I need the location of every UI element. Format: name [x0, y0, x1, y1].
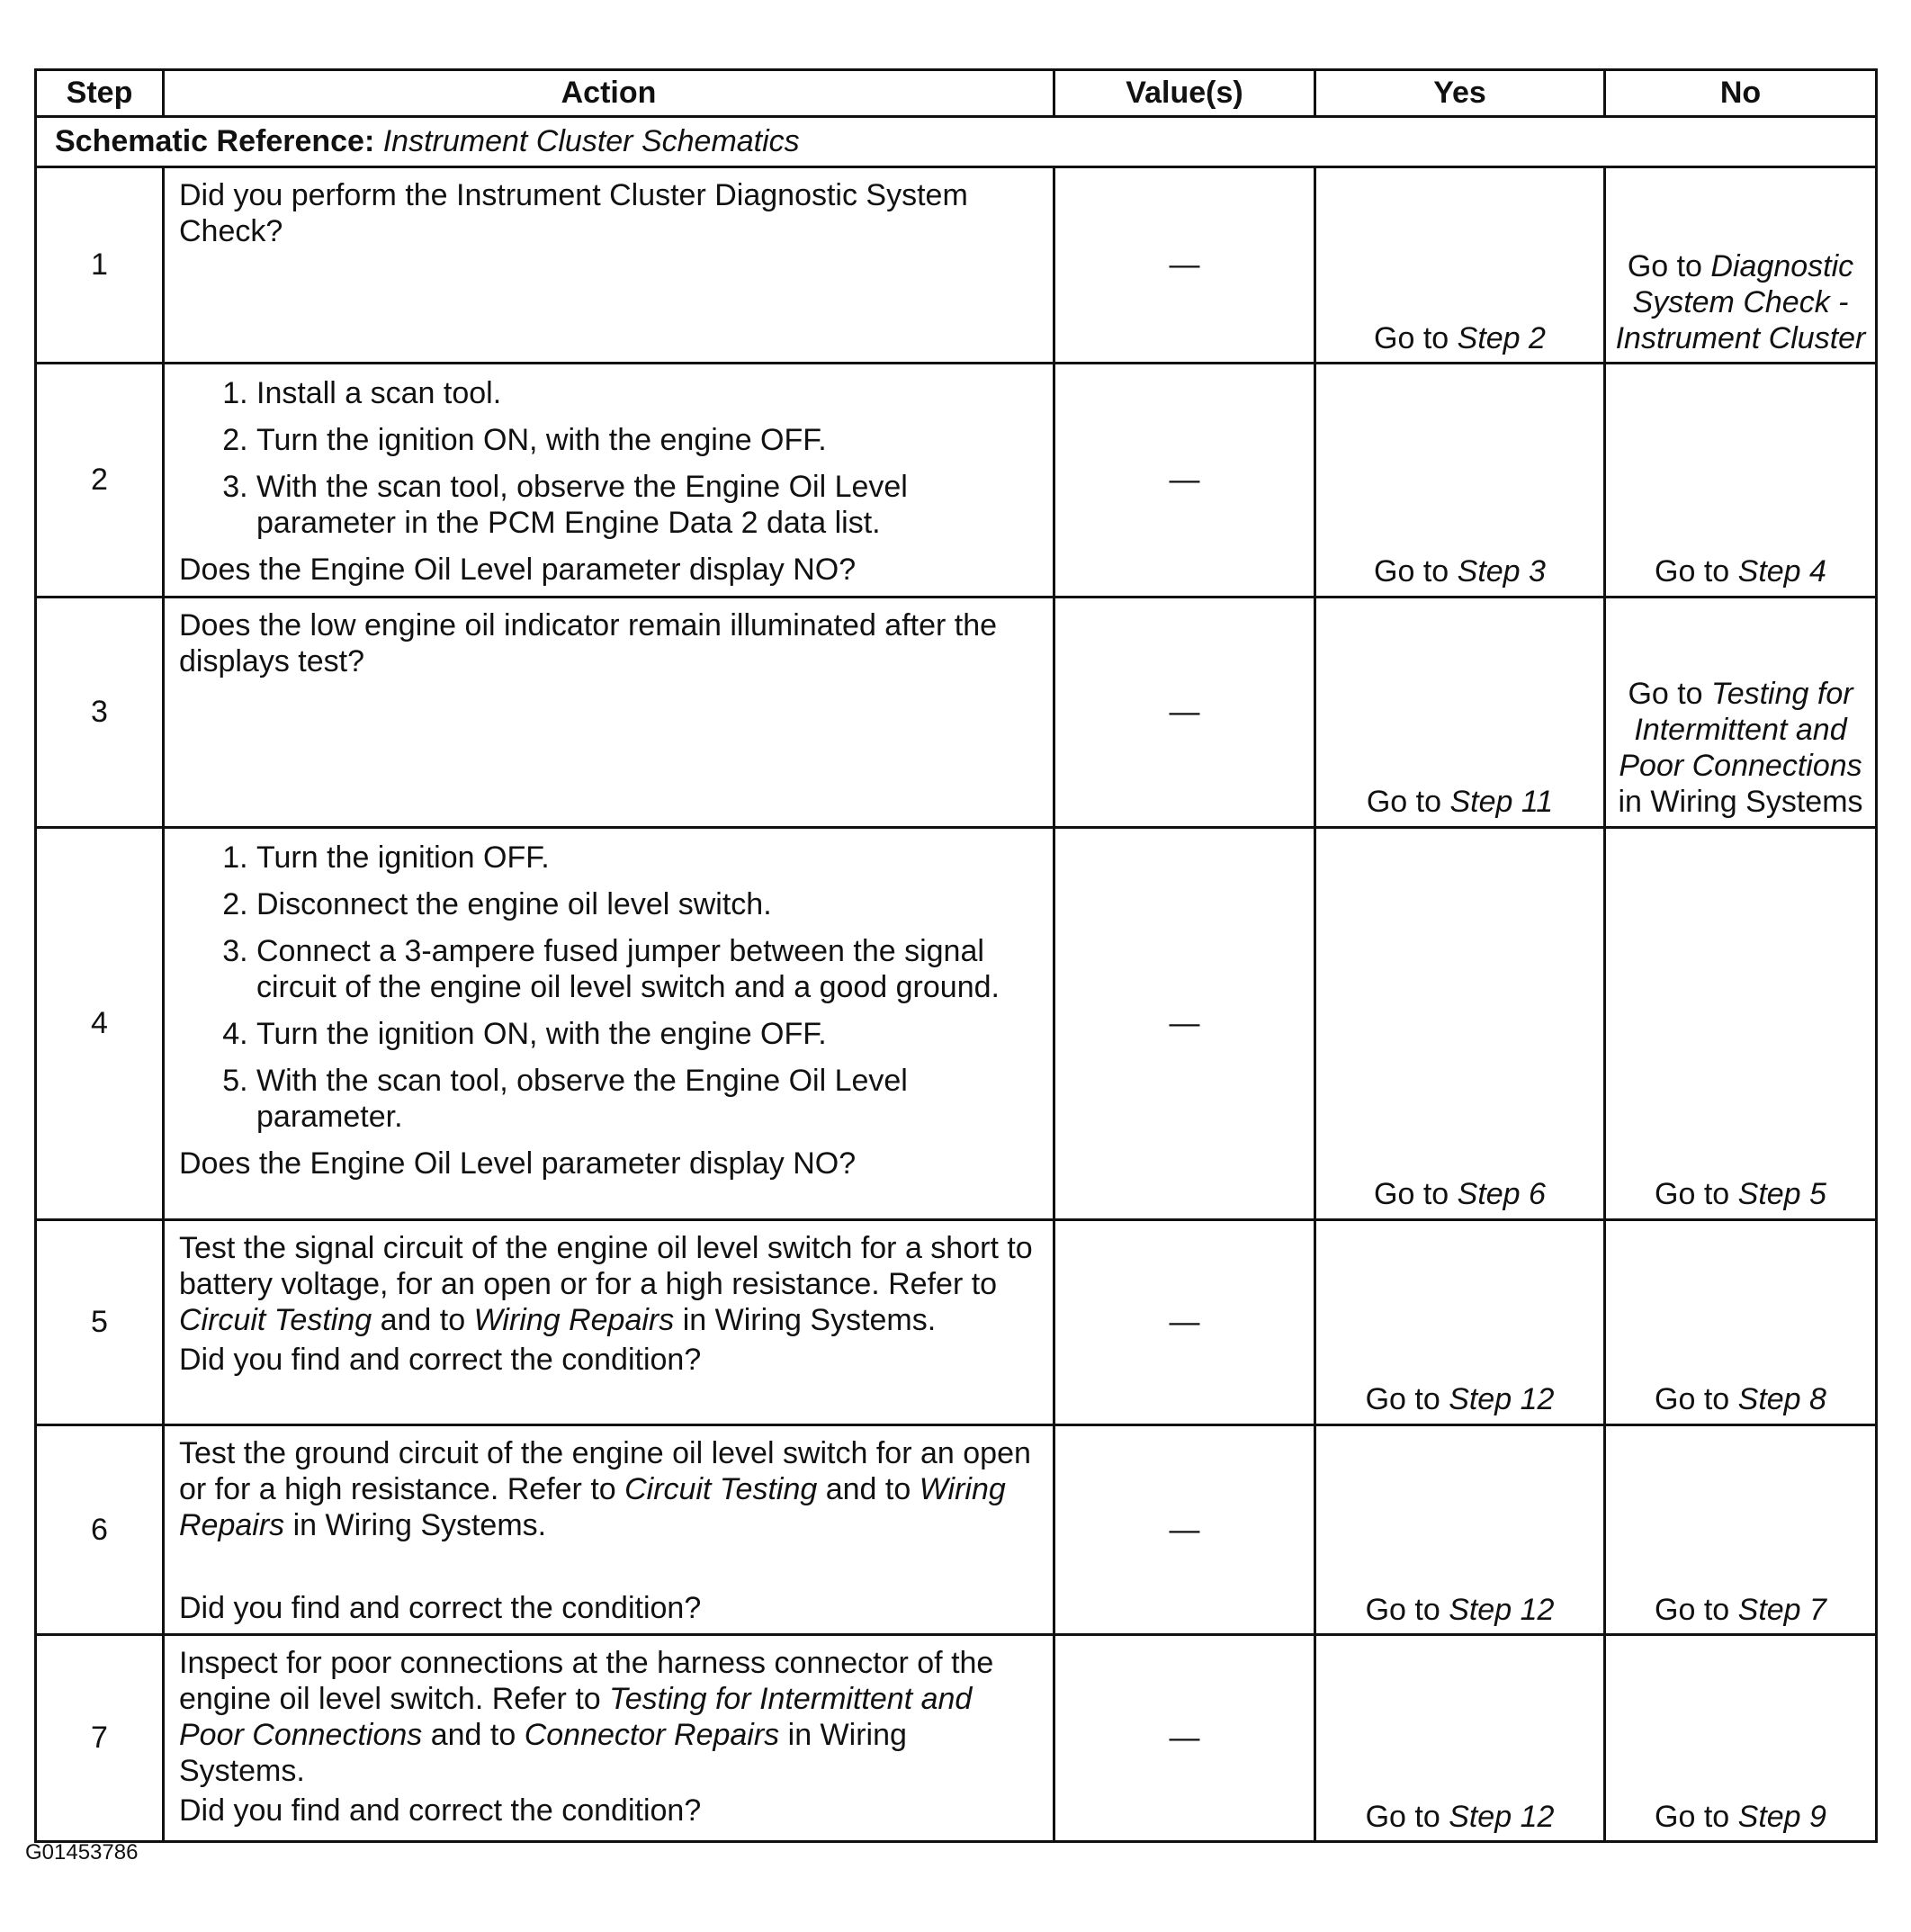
action-text [179, 607, 1040, 679]
schematic-label: Schematic Reference: [55, 124, 375, 159]
list-item: 1. Turn the ignition OFF. [256, 840, 1040, 876]
table-row [36, 1219, 1877, 1424]
header-step: Step [36, 70, 164, 117]
no-cell [1605, 1219, 1877, 1424]
yes-segment: Step 2 [1457, 320, 1546, 355]
list-item: 2. Disconnect the engine oil level switch. [256, 886, 1040, 922]
step-number: 1 [36, 167, 164, 364]
value-cell: — [1054, 827, 1315, 1219]
list-item: 3. Connect a 3-ampere fused jumper between the signal circuit of the engine oil level switch and a good ground. [256, 933, 1040, 1005]
action-text-segment: in Wiring Systems. [674, 1302, 937, 1337]
no-segment: Step 8 [1737, 1382, 1826, 1417]
action-cell [164, 167, 1054, 364]
no-cell [1605, 1634, 1877, 1841]
no-segment: Step 7 [1737, 1592, 1826, 1627]
value-cell: — [1054, 364, 1315, 598]
action-cell [164, 827, 1054, 1219]
no-segment: in Wiring Systems [1618, 785, 1863, 820]
action-text [179, 1230, 1040, 1338]
yes-cell [1315, 827, 1605, 1219]
no-cell [1605, 167, 1877, 364]
no-segment: Diagnostic System Check - Instrument Cluster [1615, 248, 1866, 355]
yes-cell [1315, 597, 1605, 827]
value-cell: — [1054, 1424, 1315, 1634]
no-segment: Step 5 [1737, 1177, 1826, 1212]
action-text-segment: and to [422, 1718, 525, 1753]
action-question [179, 552, 1040, 588]
yes-cell [1315, 167, 1605, 364]
header-no: No [1605, 70, 1877, 117]
yes-segment: Step 3 [1457, 554, 1546, 589]
action-question [179, 1590, 1040, 1626]
step-number: 2 [36, 364, 164, 598]
action-steps-list [179, 840, 1040, 1136]
yes-segment: Go to [1365, 1382, 1449, 1417]
list-item: 3. With the scan tool, observe the Engine Oil Level parameter in the PCM Engine Data 2 data list. [256, 469, 1040, 541]
action-cell [164, 1424, 1054, 1634]
list-item: 2. Turn the ignition ON, with the engine OFF. [256, 422, 1040, 458]
diagnostic-table [34, 68, 1878, 1843]
no-segment: Go to [1655, 1799, 1738, 1834]
action-text-segment: Circuit Testing [624, 1471, 818, 1506]
yes-segment: Step 12 [1449, 1799, 1555, 1834]
question-segment: Did you find and correct the condition? [179, 1342, 702, 1377]
figure-id: G01453786 [25, 1840, 139, 1865]
no-segment: Step 9 [1737, 1799, 1826, 1834]
yes-segment: Go to [1365, 1799, 1449, 1834]
action-text-segment: Did you perform the Instrument Cluster Diagnostic System Check? [179, 178, 968, 249]
step-number: 4 [36, 827, 164, 1219]
action-cell [164, 1219, 1054, 1424]
table-row [36, 364, 1877, 598]
table-row [36, 1424, 1877, 1634]
action-text-segment: and to [817, 1471, 920, 1506]
action-cell [164, 364, 1054, 598]
action-text-segment: Wiring Repairs [179, 1471, 1006, 1542]
list-item: 1. Install a scan tool. [256, 375, 1040, 411]
yes-cell [1315, 1219, 1605, 1424]
no-cell [1605, 364, 1877, 598]
yes-segment: Step 6 [1457, 1177, 1546, 1212]
header-row [36, 70, 1877, 117]
question-segment: Did you find and correct the condition? [179, 1793, 702, 1829]
yes-cell [1315, 364, 1605, 598]
schematic-value: Instrument Cluster Schematics [382, 124, 800, 159]
value-cell: — [1054, 597, 1315, 827]
value-cell: — [1054, 1219, 1315, 1424]
yes-cell [1315, 1634, 1605, 1841]
action-text-segment: Does the low engine oil indicator remain illuminated after the displays test? [179, 607, 998, 678]
action-cell [164, 1634, 1054, 1841]
value-cell: — [1054, 1634, 1315, 1841]
table-row [36, 1634, 1877, 1841]
table-row [36, 167, 1877, 364]
header-action: Action [164, 70, 1054, 117]
no-segment: Go to [1655, 1177, 1738, 1212]
yes-segment: Go to [1366, 785, 1450, 820]
action-text-segment: Connector Repairs [524, 1718, 780, 1753]
header-yes: Yes [1315, 70, 1605, 117]
no-segment: Go to [1628, 677, 1712, 712]
action-text-segment: Testing for Intermittent and Poor Connections [179, 1682, 973, 1753]
no-segment: Go to [1655, 1592, 1738, 1627]
action-steps-list [179, 375, 1040, 541]
table-row [36, 597, 1877, 827]
action-question [179, 1146, 1040, 1182]
yes-segment: Go to [1365, 1592, 1449, 1627]
no-segment: Go to [1627, 248, 1711, 283]
schematic-cell [36, 117, 1877, 167]
step-number: 7 [36, 1634, 164, 1841]
action-text-segment: and to [372, 1302, 474, 1337]
list-item: 4. Turn the ignition ON, with the engine OFF. [256, 1016, 1040, 1052]
step-number: 5 [36, 1219, 164, 1424]
yes-segment: Step 11 [1449, 785, 1554, 820]
action-text-segment: Test the ground circuit of the engine oil level switch for an open or for a high resistance. Refer to [179, 1435, 1031, 1506]
header-values: Value(s) [1054, 70, 1315, 117]
action-cell [164, 597, 1054, 827]
yes-segment: Step 12 [1449, 1592, 1555, 1627]
action-text-segment: Test the signal circuit of the engine oil level switch for a short to battery voltage, for an open or for a high resistance. Refer to [179, 1230, 1033, 1301]
action-text [179, 177, 1040, 249]
question-segment: Does the Engine Oil Level parameter display NO? [179, 1146, 857, 1182]
question-segment: Did you find and correct the condition? [179, 1590, 702, 1625]
action-text [179, 1645, 1040, 1789]
action-text-segment: in Wiring Systems. [179, 1718, 907, 1789]
action-question [179, 1342, 1040, 1378]
step-rows [36, 167, 1877, 1842]
action-question [179, 1793, 1040, 1829]
table-row [36, 827, 1877, 1219]
action-text-segment: Wiring Repairs [473, 1302, 675, 1337]
action-text [179, 1435, 1040, 1543]
no-cell [1605, 597, 1877, 827]
list-item: 5. With the scan tool, observe the Engine Oil Level parameter. [256, 1063, 1040, 1135]
no-segment: Testing for Intermittent and Poor Connections [1619, 677, 1862, 784]
no-cell [1605, 1424, 1877, 1634]
step-number: 3 [36, 597, 164, 827]
yes-segment: Go to [1374, 320, 1458, 355]
action-text-segment: Circuit Testing [179, 1302, 372, 1337]
action-text-segment: Inspect for poor connections at the harness connector of the engine oil level switch. Refer to [179, 1645, 994, 1717]
yes-segment: Go to [1374, 554, 1458, 589]
no-segment: Go to [1655, 1382, 1738, 1417]
action-text-segment: in Wiring Systems. [284, 1507, 547, 1542]
schematic-row [36, 117, 1877, 167]
yes-segment: Step 12 [1449, 1382, 1555, 1417]
yes-cell [1315, 1424, 1605, 1634]
no-cell [1605, 827, 1877, 1219]
step-number: 6 [36, 1424, 164, 1634]
question-segment: Does the Engine Oil Level parameter display NO? [179, 553, 857, 588]
no-segment: Step 4 [1737, 554, 1826, 589]
no-segment: Go to [1655, 554, 1738, 589]
yes-segment: Go to [1374, 1177, 1458, 1212]
value-cell: — [1054, 167, 1315, 364]
